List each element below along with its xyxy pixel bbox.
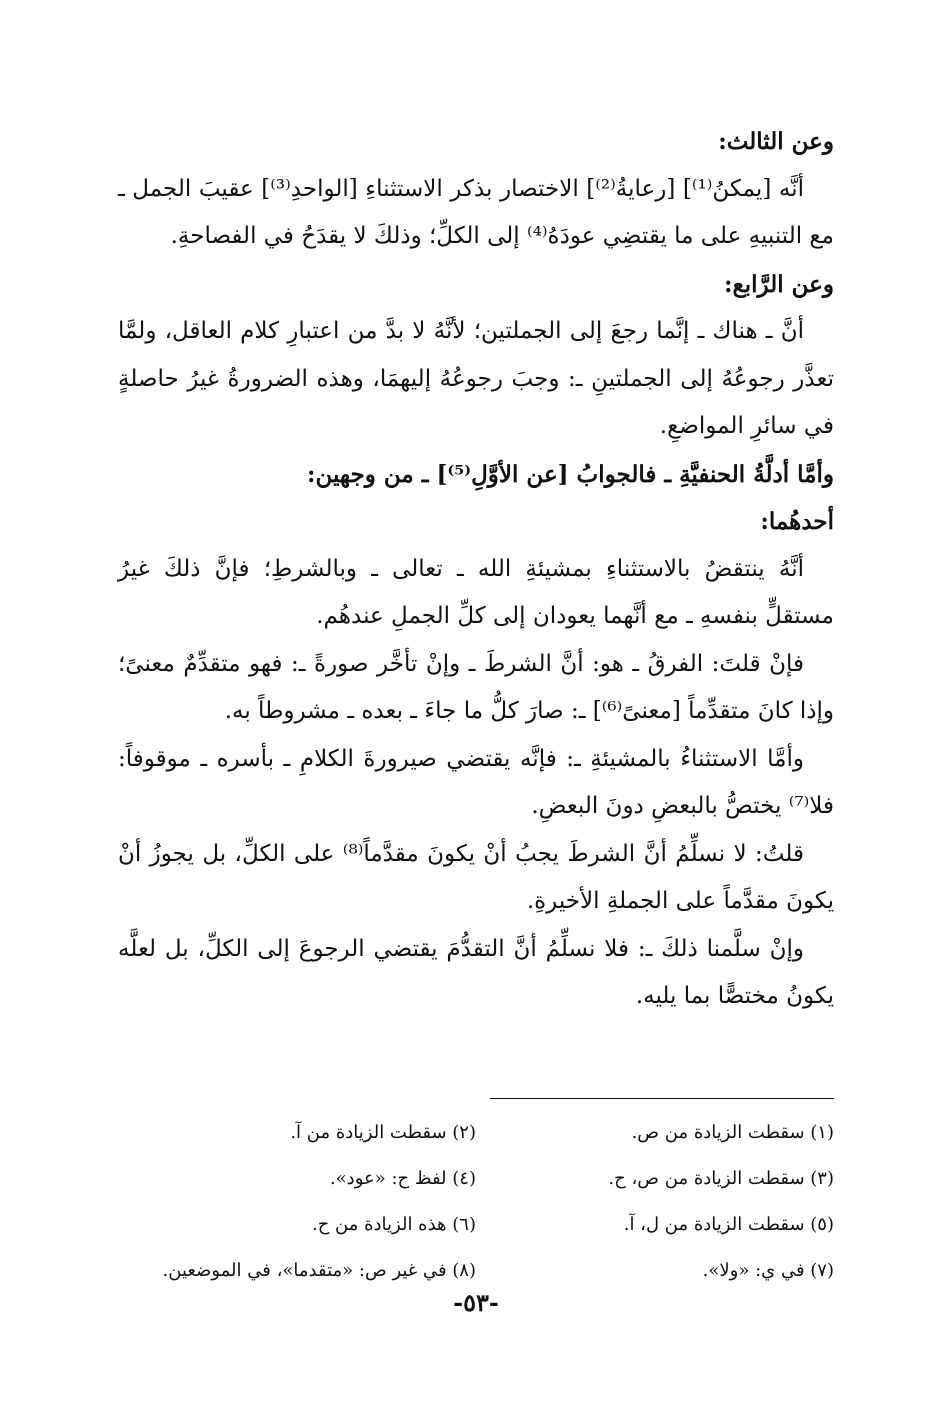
paragraph: فإنْ قلتَ: الفرقُ ـ هو: أنَّ الشرطَ ـ وإنْ تأخَّر صورةً ـ: فهو متقدِّمٌ معنىً؛ وإذا كانَ متقدِّماً [معنىً⁽⁶⁾] ـ: صارَ كلُّ ما جاءَ ـ بعده ـ مشروطاً به.	[118, 650, 834, 724]
footnote: (٨) في غير ص: «متقدما»، في الموضعين.	[162, 1260, 476, 1281]
footnote: (٧) في ي: «ولا».	[702, 1260, 834, 1281]
section-heading-hanafi-evidence: وأمَّا أدلَّةُ الحنفيَّةِ ـ فالجوابُ [عن الأوَّلِ⁽⁵⁾] ـ من وجهين:	[306, 460, 834, 488]
paragraph: أنَّ ـ هناك ـ إنَّما رجعَ إلى الجملتين؛ لأنَّهُ لا بدَّ من اعتبارِ كلام العاقل، ولمَّا تعذَّر رجوعُهُ إلى الجملتينِ ـ: وجبَ رجوعُهُ إليهمَا، وهذه الضرورةُ غيرُ حاصلةٍ في سائرِ المواضعِ.	[118, 318, 834, 439]
paragraph: وإنْ سلَّمنا ذلكَ ـ: فلا نسلِّمُ أنَّ التقدُّمَ يقتضي الرجوعَ إلى الكلِّ، بل لعلَّه يكونُ مختصًّا بما يليه.	[118, 935, 834, 1009]
paragraph: وأمَّا الاستثناءُ بالمشيئةِ ـ: فإنَّه يقتضي صيرورةَ الكلامِ ـ بأسره ـ موقوفاً: فلا⁽⁷⁾ يختصُّ بالبعضِ دونَ البعضِ.	[118, 745, 834, 819]
paragraph: أنَّه [يمكنُ⁽¹⁾] [رعايةُ⁽²⁾] الاختصار بذكر الاستثناءِ [الواحدِ⁽³⁾] عقيبَ الجمل ـ مع التنبيهِ على ما يقتضِي عودَهُ⁽⁴⁾ إلى الكلِّ؛ وذلكَ لا يقدَحُ في الفصاحةِ.	[118, 175, 834, 249]
main-text	[118, 118, 834, 1021]
section-heading-first: أحدهُما:	[760, 508, 834, 535]
footnote: (٣) سقطت الزيادة من ص، ح.	[608, 1168, 834, 1189]
footnote: (١) سقطت الزيادة من ص.	[631, 1122, 834, 1143]
paragraph: قلتُ: لا نسلِّمُ أنَّ الشرطَ يجبُ أنْ يكونَ مقدَّماً⁽⁸⁾ على الكلِّ، بل يجوزُ أنْ يكونَ مقدَّماً على الجملةِ الأخيرةِ.	[118, 840, 834, 914]
section-heading-fourth: وعن الرَّابع:	[724, 270, 834, 298]
footnote-divider	[490, 1098, 834, 1099]
page-number: -٥٣-	[453, 1288, 499, 1317]
footnotes	[118, 1110, 834, 1294]
section-heading-third: وعن الثالث:	[718, 128, 834, 155]
footnote: (٢) سقطت الزيادة من آ.	[290, 1122, 476, 1143]
footnote: (٤) لفظ ح: «عود».	[329, 1168, 476, 1189]
footnote: (٥) سقطت الزيادة من ل، آ.	[623, 1214, 834, 1235]
footnote: (٦) هذه الزيادة من ح.	[311, 1214, 476, 1235]
paragraph: أنَّهُ ينتقضُ بالاستثناءِ بمشيئةِ الله ـ تعالى ـ وبالشرطِ؛ فإنَّ ذلكَ غيرُ مستقلٍّ بنفسهِ ـ مع أنَّهما يعودان إلى كلِّ الجملِ عندهُم.	[118, 555, 834, 629]
